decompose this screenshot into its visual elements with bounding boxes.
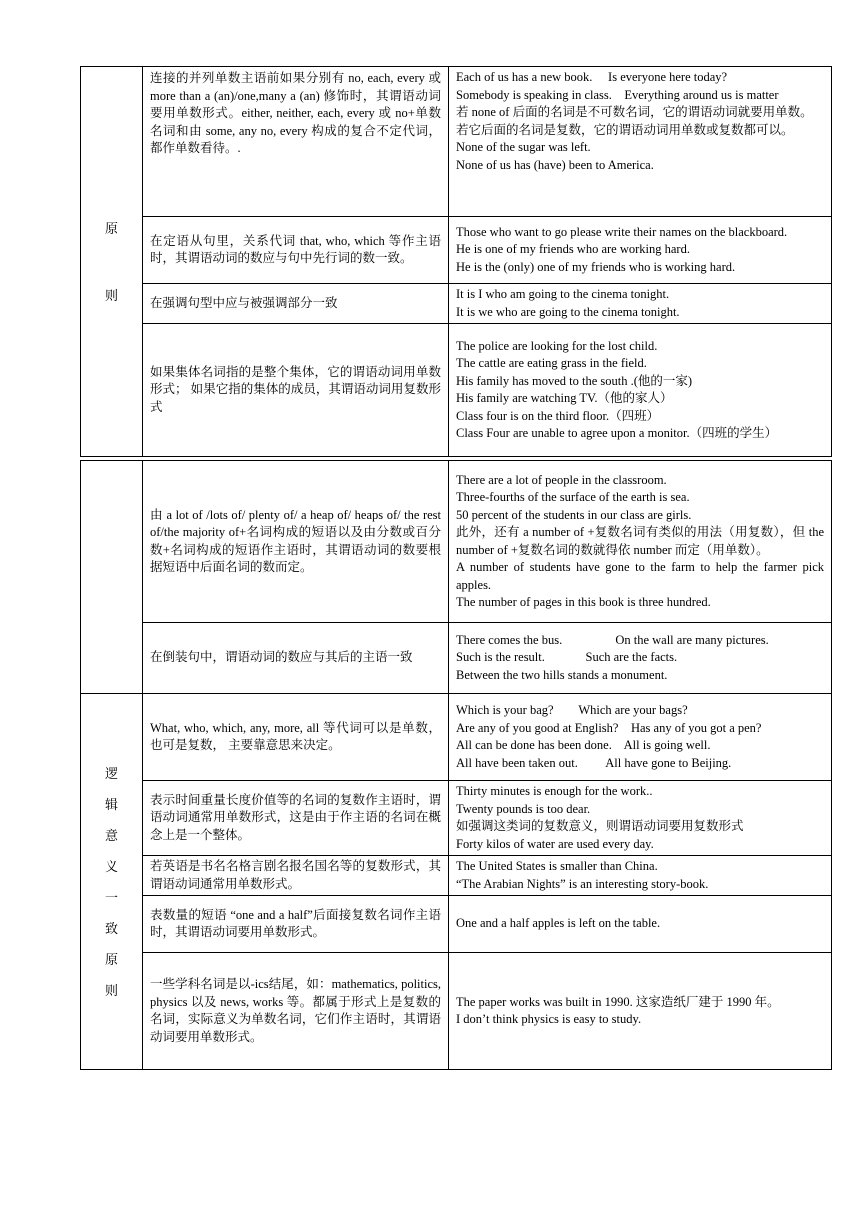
- example-line: Twenty pounds is too dear.: [456, 801, 591, 816]
- example-line: All have been taken out. All have gone to Beijing.: [456, 755, 732, 770]
- rule-cell: What, who, which, any, more, all 等代词可以是单数，也可是复数， 主要靠意思来决定。: [143, 694, 449, 781]
- example-line: He is one of my friends who are working hard.: [456, 242, 690, 257]
- side-label-char: 辑: [104, 796, 118, 812]
- spacer: [88, 237, 135, 287]
- example-line: 50 percent of the students in our class are girls.: [456, 507, 692, 522]
- example-line: 若 none of 后面的名词是不可数名词，它的谓语动词就要用单数。若它后面的名词是复数，它的谓语动词用单数或复数都可以。: [456, 105, 813, 137]
- example-line: Between the two hills stands a monument.: [456, 667, 668, 682]
- table-row: [81, 284, 832, 324]
- rule-cell: 一些学科名词是以-ics结尾，如：mathematics, politics, physics 以及 news, works 等。都属于形式上是复数的名词，实际意义为单数名词，它们作主语时，其谓语动词要用单数形式。: [143, 953, 449, 1070]
- example-line: Three-fourths of the surface of the earth is sea.: [456, 490, 690, 504]
- example-line: It is I who am going to the cinema tonight.: [456, 287, 670, 301]
- table-row: [81, 953, 832, 1070]
- example-line: The paper works was built in 1990. 这家造纸厂建于 1990 年。: [456, 994, 780, 1009]
- side-label-principle: [81, 67, 143, 457]
- example-line: Somebody is speaking in class. Everything around us is matter: [456, 87, 779, 102]
- example-cell: [449, 856, 832, 896]
- example-line: The number of pages in this book is three hundred.: [456, 595, 711, 609]
- table-row: [81, 324, 832, 457]
- side-label-char: 原: [104, 951, 118, 967]
- example-cell: [449, 461, 832, 623]
- example-line: There are a lot of people in the classroom.: [456, 472, 667, 487]
- side-label-char: 原: [104, 220, 118, 236]
- example-line: His family has moved to the south .(他的一家): [456, 373, 693, 388]
- side-label-logical: [81, 694, 143, 1070]
- table-row: [81, 217, 832, 284]
- table-row: [81, 623, 832, 694]
- grammar-table-principles: [80, 66, 832, 457]
- rule-cell: 连接的并列单数主语前如果分别有 no, each, every 或 more than a (an)/one,many a (an) 修饰时，其谓语动词要用单数形式。either, neither, each, every 或 no+单数名词和由 some, any no, every 构成的复合不定代词，都作单数看待。.: [143, 67, 449, 217]
- example-line: The police are looking for the lost child.: [456, 338, 658, 353]
- side-label-char: 义: [104, 858, 118, 874]
- example-line: Class Four are unable to agree upon a monitor.（四班的学生）: [456, 426, 778, 440]
- example-cell: [449, 953, 832, 1070]
- example-line: None of us has (have) been to America.: [456, 157, 654, 172]
- example-line: It is we who are going to the cinema tonight.: [456, 304, 680, 319]
- rule-cell: 在定语从句里，关系代词 that, who, which 等作主语时，其谓语动词的数应与句中先行词的数一致。: [143, 217, 449, 284]
- example-line: One and a half apples is left on the table.: [456, 916, 661, 931]
- example-line: The cattle are eating grass in the field.: [456, 356, 647, 370]
- rule-cell: 如果集体名词指的是整个集体，它的谓语动词用单数形式； 如果它指的集体的成员，其谓语动词用复数形式: [143, 324, 449, 457]
- example-line: Class four is on the third floor.（四班）: [456, 408, 660, 423]
- example-line: Which is your bag? Which are your bags?: [456, 703, 688, 717]
- example-line: Each of us has a new book. Is everyone here today?: [456, 70, 728, 84]
- side-label-char: 意: [104, 827, 118, 843]
- example-line: Those who want to go please write their names on the blackboard.: [456, 224, 788, 239]
- rule-cell: 表示时间重量长度价值等的名词的复数作主语时，谓语动词通常用单数形式，这是由于作主语的名词在概念上是一个整体。: [143, 781, 449, 856]
- example-line: He is the (only) one of my friends who is working hard.: [456, 259, 736, 274]
- side-label-blank: [81, 461, 143, 694]
- rule-cell: 在强调句型中应与被强调部分一致: [143, 284, 449, 324]
- rule-cell: 若英语是书名名格言剧名报名国名等的复数形式，其谓语动词通常用单数形式。: [143, 856, 449, 896]
- rule-cell: 表数量的短语 “one and a half”后面接复数名词作主语时，其谓语动词要用单数形式。: [143, 896, 449, 953]
- side-label-char: 则: [104, 982, 118, 998]
- rule-cell: 由 a lot of /lots of/ plenty of/ a heap of/ heaps of/ the rest of/the majority of+名词构成的短语以及由分数或百分数+名词构成的短语作主语时，其谓语动词的数要根据短语中后面名词的数而定。: [143, 461, 449, 623]
- example-line: His family are watching TV.（他的家人）: [456, 391, 673, 405]
- example-line: Such is the result. Such are the facts.: [456, 650, 678, 665]
- example-line: All can be done has been done. All is going well.: [456, 738, 711, 752]
- example-cell: [449, 67, 832, 217]
- table-row: [81, 781, 832, 856]
- example-line: 如强调这类词的复数意义，则谓语动词要用复数形式: [456, 819, 744, 833]
- example-line: Thirty minutes is enough for the work..: [456, 784, 653, 798]
- example-line: I don’t think physics is easy to study.: [456, 1012, 642, 1026]
- side-label-char: 逻: [104, 765, 118, 781]
- table-row: [81, 461, 832, 623]
- example-line: The United States is smaller than China.: [456, 859, 658, 873]
- example-cell: [449, 324, 832, 457]
- example-cell: [449, 896, 832, 953]
- example-cell: [449, 217, 832, 284]
- example-cell: [449, 284, 832, 324]
- example-line: A number of students have gone to the farm to help the farmer pick apples.: [456, 560, 824, 592]
- example-line: None of the sugar was left.: [456, 140, 591, 154]
- table-row: [81, 896, 832, 953]
- example-line: There comes the bus. On the wall are many pictures.: [456, 632, 769, 647]
- example-line: Forty kilos of water are used every day.: [456, 836, 654, 851]
- example-line: “The Arabian Nights” is an interesting story-book.: [456, 876, 709, 891]
- side-label-char: 致: [104, 920, 118, 936]
- side-label-char: 一: [104, 889, 118, 905]
- rule-cell: 在倒装句中，谓语动词的数应与其后的主语一致: [143, 623, 449, 694]
- example-cell: [449, 623, 832, 694]
- grammar-table-logical-agreement: [80, 460, 832, 1070]
- table-row: [81, 694, 832, 781]
- example-cell: [449, 694, 832, 781]
- example-line: 此外，还有 a number of +复数名词有类似的用法（用复数），但 the number of +复数名词的数就得依 number 而定（用单数）。: [456, 525, 824, 557]
- example-cell: [449, 781, 832, 856]
- side-label-char: 则: [104, 287, 118, 303]
- table-row: [81, 67, 832, 217]
- table-row: [81, 856, 832, 896]
- example-line: Are any of you good at English? Has any of you got a pen?: [456, 720, 762, 735]
